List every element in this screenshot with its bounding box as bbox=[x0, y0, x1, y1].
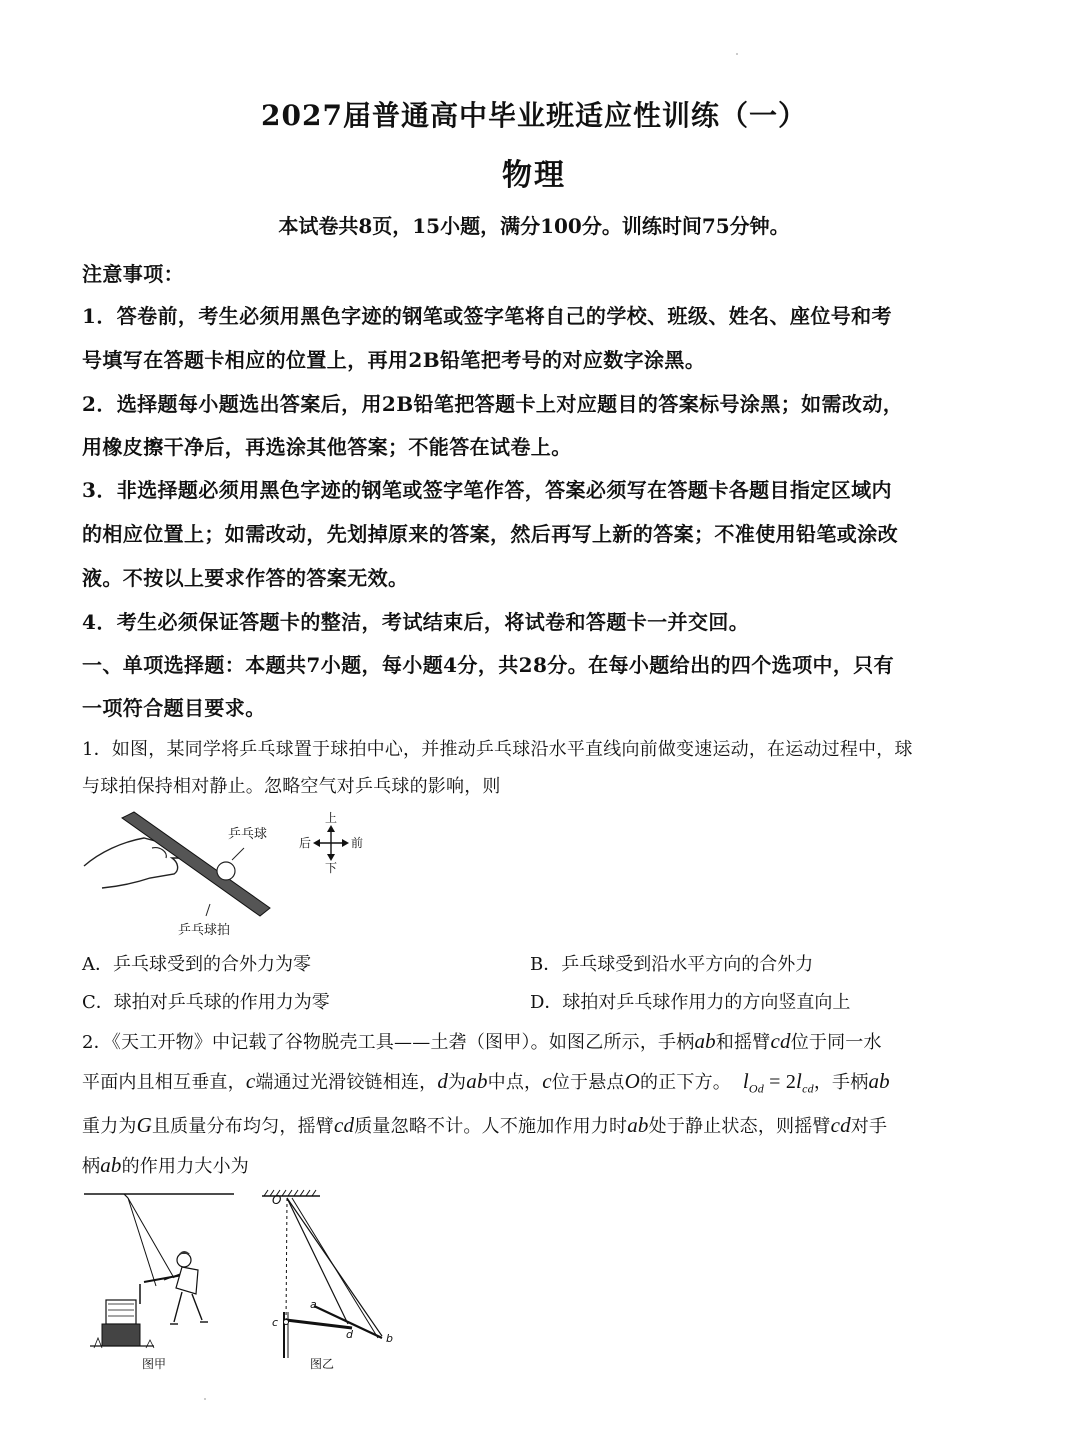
formula-l: l bbox=[742, 1069, 749, 1093]
stem-text: ，手柄 bbox=[813, 1072, 869, 1093]
label-b: b bbox=[386, 1332, 393, 1345]
symbol-d: d bbox=[437, 1069, 449, 1093]
symbol-o: O bbox=[624, 1069, 640, 1093]
stem-text: 的正下方。 bbox=[639, 1072, 731, 1093]
formula-l: l bbox=[796, 1069, 803, 1093]
scan-speck bbox=[736, 53, 738, 55]
question-2-stem bbox=[82, 1152, 1002, 1178]
question-2-stem bbox=[82, 1028, 1002, 1054]
symbol-ab: ab bbox=[100, 1153, 122, 1177]
option-a: A．乒乓球受到的合外力为零 bbox=[82, 954, 311, 975]
symbol-cd: cd bbox=[333, 1113, 355, 1137]
question-1-stem: 与球拍保持相对静止。忽略空气对乒乓球的影响，则 bbox=[82, 776, 501, 797]
section-heading: 一、单项选择题：本题共7小题，每小题4分，共28分。在每小题给出的四个选项中，只有 bbox=[82, 653, 895, 677]
direction-down-label: 下 bbox=[325, 861, 338, 875]
direction-up-label: 上 bbox=[325, 811, 338, 825]
subject-title: 物理 bbox=[502, 158, 566, 193]
symbol-ab: ab bbox=[627, 1113, 649, 1137]
stem-text: 位于同一水 bbox=[790, 1032, 882, 1053]
stem-text: 质量忽略不计。人不施加作用力时 bbox=[354, 1116, 628, 1137]
figure-jia-caption: 图甲 bbox=[142, 1357, 167, 1371]
formula-subscript: cd bbox=[802, 1081, 814, 1096]
stem-text: 对手 bbox=[850, 1116, 888, 1137]
section-heading: 一项符合题目要求。 bbox=[82, 696, 266, 720]
direction-back-label: 后 bbox=[299, 836, 312, 850]
notice-line: 2．选择题每小题选出答案后，用2B铅笔把答题卡上对应题目的答案标号涂黑；如需改动， bbox=[82, 392, 904, 416]
stem-text: 2．《天工开物》中记载了谷物脱壳工具——土砻（图甲）。如图乙所示，手柄 bbox=[82, 1032, 695, 1053]
stem-text: 为 bbox=[448, 1072, 467, 1093]
paddle-label: 乒乓球拍 bbox=[178, 923, 231, 938]
formula-subscript: Od bbox=[748, 1081, 764, 1096]
stem-text: 平面内且相互垂直， bbox=[82, 1072, 246, 1093]
stem-text: 端通过光滑铰链相连， bbox=[255, 1072, 438, 1093]
question-1-stem: 1．如图，某同学将乒乓球置于球拍中心，并推动乒乓球沿水平直线向前做变速运动，在运动过程中，球 bbox=[82, 739, 913, 760]
symbol-g: G bbox=[136, 1113, 152, 1137]
option-b: B．乒乓球受到沿水平方向的合外力 bbox=[530, 954, 814, 975]
label-a: a bbox=[310, 1298, 317, 1311]
notice-line: 4．考生必须保证答题卡的整洁，考试结束后，将试卷和答题卡一并交回。 bbox=[82, 610, 750, 634]
stem-text: 处于静止状态，则摇臂 bbox=[648, 1116, 831, 1137]
figure-jia-millstone bbox=[84, 1190, 244, 1374]
notice-line: 号填写在答题卡相应的位置上，再用2B铅笔把考号的对应数字涂黑。 bbox=[82, 348, 706, 372]
notice-line: 的相应位置上；如需改动，先划掉原来的答案，然后再写上新的答案；不准使用铅笔或涂改 bbox=[82, 522, 898, 546]
symbol-cd: cd bbox=[830, 1113, 851, 1137]
exam-title: 2027届普通高中毕业班适应性训练（一） bbox=[261, 99, 807, 132]
option-d: D．球拍对乒乓球作用力的方向竖直向上 bbox=[530, 992, 851, 1013]
exam-info: 本试卷共8页，15小题，满分100分。训练时间75分钟。 bbox=[278, 214, 790, 238]
question-2-stem bbox=[82, 1068, 1002, 1097]
stem-text: 中点， bbox=[487, 1072, 543, 1093]
symbol-c: c bbox=[245, 1069, 256, 1093]
symbol-ab: ab bbox=[868, 1069, 890, 1093]
stem-text: 柄 bbox=[82, 1156, 101, 1177]
direction-front-label: 前 bbox=[351, 836, 364, 850]
ping-pong-paddle-figure bbox=[82, 808, 382, 940]
symbol-ab: ab bbox=[694, 1029, 716, 1053]
scan-speck bbox=[204, 1398, 206, 1400]
stem-text: 和摇臂 bbox=[715, 1032, 771, 1053]
label-c: c bbox=[272, 1316, 279, 1329]
question-2-stem bbox=[82, 1112, 1002, 1138]
stem-text: 重力为 bbox=[82, 1116, 137, 1137]
ball-label: 乒乓球 bbox=[228, 827, 268, 842]
symbol-cd: cd bbox=[770, 1029, 791, 1053]
notice-line: 3．非选择题必须用黑色字迹的钢笔或签字笔作答，答案必须写在答题卡各题目指定区域内 bbox=[82, 478, 892, 502]
symbol-c: c bbox=[542, 1069, 552, 1093]
notice-line: 用橡皮擦干净后，再选涂其他答案；不能答在试卷上。 bbox=[82, 435, 572, 459]
label-d: d bbox=[346, 1328, 353, 1341]
figure-yi-diagram bbox=[262, 1188, 402, 1374]
option-c: C．球拍对乒乓球的作用力为零 bbox=[82, 992, 330, 1013]
label-o: O bbox=[272, 1193, 282, 1207]
stem-text: 位于悬点 bbox=[551, 1072, 625, 1093]
notice-line: 1．答卷前，考生必须用黑色字迹的钢笔或签字笔将自己的学校、班级、姓名、座位号和考 bbox=[82, 304, 892, 328]
figure-yi-caption: 图乙 bbox=[310, 1357, 335, 1371]
stem-text: 且质量分布均匀，摇臂 bbox=[151, 1116, 334, 1137]
formula-equals: = 2 bbox=[763, 1071, 797, 1093]
stem-text: 的作用力大小为 bbox=[121, 1156, 250, 1177]
symbol-ab: ab bbox=[466, 1069, 488, 1093]
notice-line: 液。不按以上要求作答的答案无效。 bbox=[82, 566, 409, 590]
notice-heading: 注意事项： bbox=[82, 262, 184, 286]
